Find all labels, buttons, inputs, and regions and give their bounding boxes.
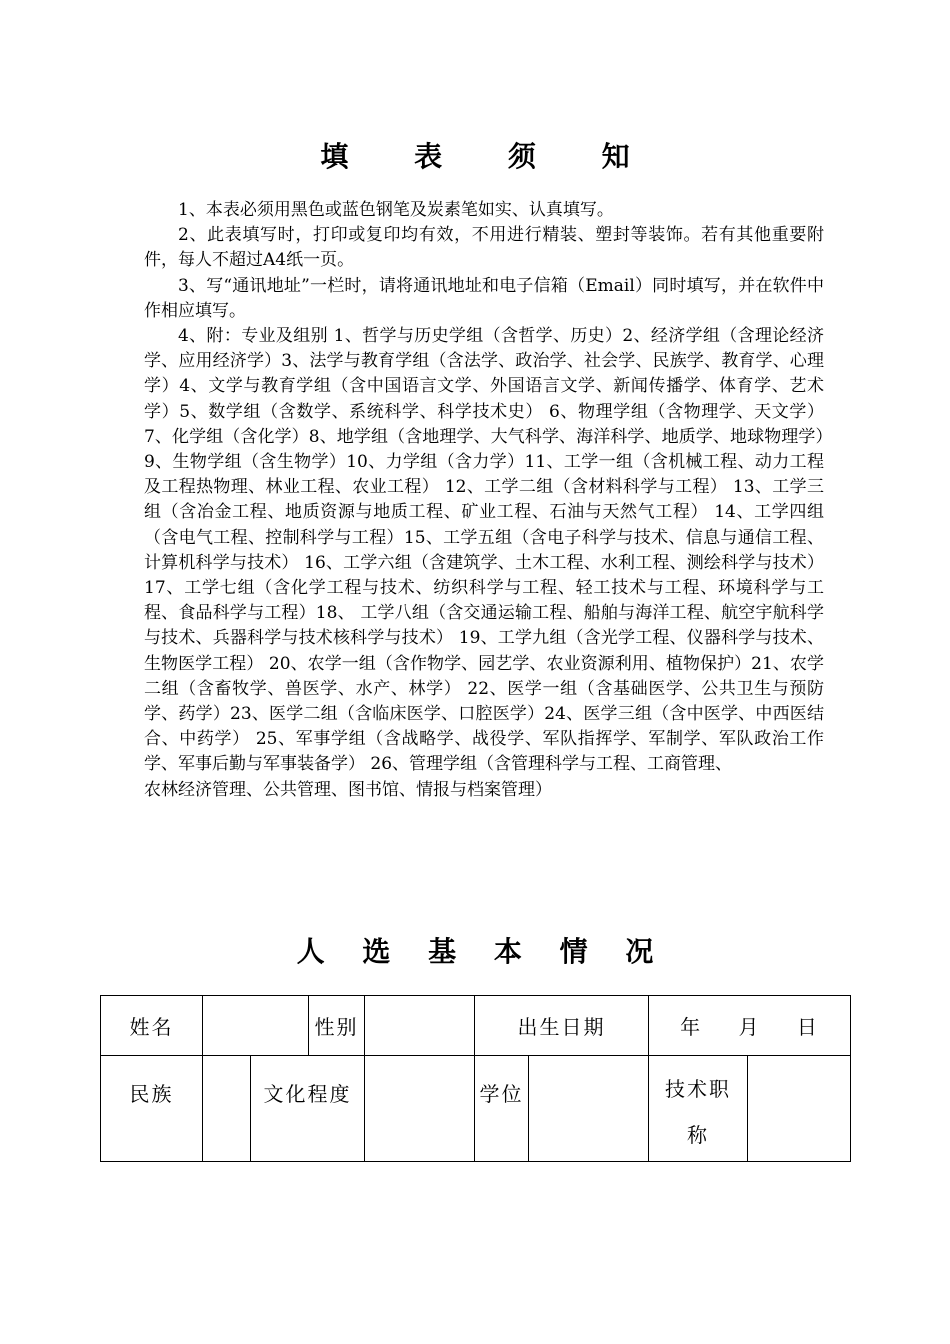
table-row (101, 1056, 851, 1162)
gender-label: 性别 (309, 996, 365, 1056)
technical-title-field[interactable] (748, 1056, 851, 1162)
notice-item-4: 4、附：专业及组别 1、哲学与历史学组（含哲学、历史）2、经济学组（含理论经济学、应用经济学）3、法学与教育学组（含法学、政治学、社会学、民族学、教育学、心理学）4、文学与教育学组（含中国语言文学、外国语言文学、新闻传播学、体育学、艺术学）5、数学组（含数学、系统科学、科学技术史） 6、物理学组（含物理学、天文学）7、化学组（含化学）8、地学组（含地理学、大气科学、海洋科学、地质学、地球物理学）9、生物学组（含生物学）10、力学组（含力学）11、工学一组（含机械工程、动力工程及工程热物理、林业工程、农业工程） 12、工学二组（含材料科学与工程） 13、工学三组（含冶金工程、地质资源与地质工程、矿业工程、石油与天然气工程） 14、工学四组（含电气工程、控制科学与工程）15、工学五组（含电子科学与技术、信息与通信工程、计算机科学与技术） 16、工学六组（含建筑学、土木工程、水利工程、测绘科学与技术） 17、工学七组（含化学工程与技术、纺织科学与工程、轻工技术与工程、环境科学与工程、食品科学与工程）18、 工学八组（含交通运输工程、船舶与海洋工程、航空宇航科学与技术、兵器科学与技术核科学与技术） 19、工学九组（含光学工程、仪器科学与技术、生物医学工程） 20、农学一组（含作物学、园艺学、农业资源利用、植物保护）21、农学二组（含畜牧学、兽医学、水产、林学） 22、医学一组（含基础医学、公共卫生与预防学、药学）23、医学二组（含临床医学、口腔医学）24、医学三组（含中医学、中西医结合、中药学） 25、军事学组（含战略学、战役学、军队指挥学、军制学、军队政治工作学、军事后勤与军事装备学） 26、管理学组（含管理科学与工程、工商管理、 (144, 326, 824, 775)
degree-field[interactable] (529, 1056, 649, 1162)
technical-title-label-line1: 技术职 (665, 1077, 732, 1101)
year-label: 年 (680, 1015, 703, 1039)
basic-info-table (100, 995, 851, 1162)
birth-date-label: 出生日期 (475, 996, 649, 1056)
month-label: 月 (738, 1015, 761, 1039)
notice-item-1: 1、本表必须用黑色或蓝色钢笔及炭素笔如实、认真填写。 (178, 200, 614, 220)
technical-title-label (649, 1056, 748, 1162)
name-field[interactable] (203, 996, 309, 1056)
technical-title-label-line2: 称 (687, 1123, 710, 1147)
basic-info-title: 人 选 基 本 情 况 (296, 935, 668, 968)
education-label: 文化程度 (251, 1056, 365, 1162)
notice-title: 填 表 须 知 (320, 140, 658, 173)
birth-date-field[interactable] (649, 996, 851, 1056)
degree-label: 学位 (475, 1056, 529, 1162)
table-row (101, 996, 851, 1056)
day-label: 日 (796, 1015, 819, 1039)
notice-body (144, 198, 824, 803)
ethnicity-label: 民族 (101, 1056, 203, 1162)
notice-item-3: 3、写“通讯地址”一栏时，请将通讯地址和电子信箱（Email）同时填写，并在软件中作相应填写。 (144, 275, 824, 321)
notice-item-4-continued: 农林经济管理、公共管理、图书馆、情报与档案管理） (144, 779, 552, 800)
ethnicity-field[interactable] (203, 1056, 251, 1162)
gender-field[interactable] (365, 996, 475, 1056)
notice-item-2: 2、此表填写时，打印或复印均有效，不用进行精装、塑封等装饰。若有其他重要附件，每人不超过A4纸一页。 (144, 225, 824, 271)
education-field[interactable] (365, 1056, 475, 1162)
name-label: 姓名 (101, 996, 203, 1056)
